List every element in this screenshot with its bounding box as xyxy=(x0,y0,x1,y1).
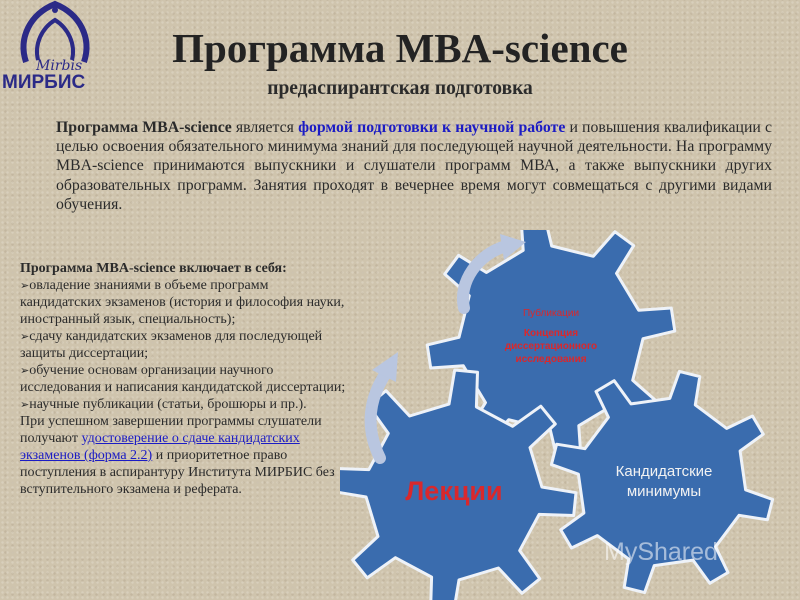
list-item-text: обучение основам организации научного исследования и написания кандидатской диссертации; xyxy=(20,363,346,395)
list-item xyxy=(20,396,346,413)
arrow-bullet-icon: ➢ xyxy=(20,364,30,377)
concept-label-2: диссертационного xyxy=(504,341,598,352)
logo-script: Mirbis xyxy=(36,58,83,74)
program-contents xyxy=(20,260,346,498)
list-item xyxy=(20,328,346,362)
watermark: MyShared xyxy=(604,538,718,566)
mirbis-logo xyxy=(0,0,110,100)
completion-text-1: При успешном завершении программы слушатели получают xyxy=(20,414,322,446)
concept-label-3: исследования xyxy=(515,354,587,365)
arrow-bullet-icon: ➢ xyxy=(20,279,30,292)
list-item-text: научные публикации (статьи, брошюры и пр.). xyxy=(29,397,307,412)
page-title: Программа MBA-science xyxy=(172,25,628,71)
completion-text-2: и приоритетное право поступления в аспирантуру Института МИРБИС без вступительного экзамена и реферата. xyxy=(20,448,335,497)
completion-text xyxy=(20,413,346,498)
certificate-link[interactable]: удостоверение о сдаче кандидатских экзаменов (форма 2.2) xyxy=(20,431,300,463)
intro-text-2: и повышения квалификации с целью освоения обязательного минимума знаний для последующей научной деятельности. На программу MBA-science принимаются выпускники и слушатели программ МВА, а также выпускники других образовательных программ. Занятия проходят в вечернее время могут совмещаться с другими видами обучения. xyxy=(56,119,772,213)
minimums-label-1: Кандидатские xyxy=(615,463,713,480)
intro-lead: Программа MBA-science xyxy=(56,119,232,136)
publications-label: Публикации xyxy=(522,308,580,319)
list-item xyxy=(20,362,346,396)
program-heading: Программа MBA-science включает в себя: xyxy=(20,261,287,276)
list-item-text: овладение знаниями в объеме программ кандидатских экзаменов (история и философия науки, иностранный язык, специальность); xyxy=(20,278,345,327)
arrow-bullet-icon: ➢ xyxy=(20,398,30,411)
logo-name: МИРБИС xyxy=(2,72,86,93)
list-item-text: сдачу кандидатских экзаменов для последующей защиты диссертации; xyxy=(20,329,323,361)
page-subtitle: предаспирантская подготовка xyxy=(267,78,533,99)
arrow-bullet-icon: ➢ xyxy=(20,330,30,343)
lectures-label: Лекции xyxy=(405,476,503,506)
intro-highlight: формой подготовки к научной работе xyxy=(298,119,566,136)
intro-paragraph xyxy=(56,118,772,214)
intro-text-1: является xyxy=(231,119,299,136)
list-item xyxy=(20,277,346,328)
concept-label-1: Концепция xyxy=(523,328,579,339)
minimums-label-2: минимумы xyxy=(626,483,702,500)
gears-diagram xyxy=(340,230,800,600)
